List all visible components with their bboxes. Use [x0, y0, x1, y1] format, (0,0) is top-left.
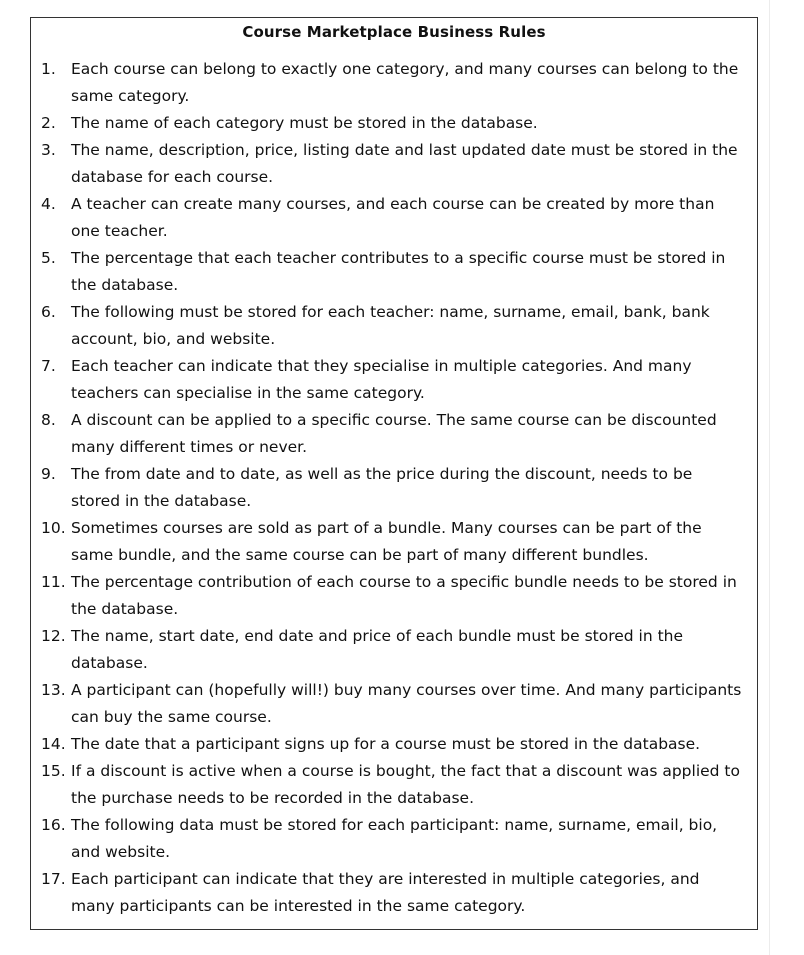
rule-item [41, 461, 745, 515]
rule-text: A discount can be applied to a specific course. The same course can be discounted many different times or never. [71, 411, 717, 456]
rule-number: 13. [41, 681, 66, 699]
rule-number: 4. [41, 195, 56, 213]
rule-text: A teacher can create many courses, and each course can be created by more than one teacher. [71, 195, 715, 240]
rule-text: A participant can (hopefully will!) buy many courses over time. And many participants can buy the same course. [71, 681, 742, 726]
rule-item [41, 515, 745, 569]
rule-item [41, 299, 745, 353]
rule-text: Each participant can indicate that they are interested in multiple categories, and many participants can be interested in the same category. [71, 870, 700, 915]
rule-text: The date that a participant signs up for a course must be stored in the database. [71, 735, 701, 753]
rule-number: 7. [41, 357, 56, 375]
rule-text: The name, description, price, listing date and last updated date must be stored in the database for each course. [71, 141, 738, 186]
rule-item [41, 677, 745, 731]
rule-item [41, 56, 745, 110]
rule-text: If a discount is active when a course is bought, the fact that a discount was applied to the purchase needs to be recorded in the database. [71, 762, 740, 807]
rule-text: The following data must be stored for each participant: name, surname, email, bio, and website. [71, 816, 718, 861]
rule-text: The name, start date, end date and price of each bundle must be stored in the database. [71, 627, 684, 672]
rule-text: The percentage contribution of each course to a specific bundle needs to be stored in the database. [71, 573, 737, 618]
rule-number: 1. [41, 60, 56, 78]
rule-text: Sometimes courses are sold as part of a bundle. Many courses can be part of the same bundle, and the same course can be part of many different bundles. [71, 519, 702, 564]
rules-frame [30, 17, 758, 930]
rule-text: The from date and to date, as well as the price during the discount, needs to be stored in the database. [71, 465, 693, 510]
rule-text: Each teacher can indicate that they specialise in multiple categories. And many teachers can specialise in the same category. [71, 357, 692, 402]
rule-item [41, 569, 745, 623]
rule-number: 14. [41, 735, 66, 753]
rule-number: 16. [41, 816, 66, 834]
rule-number: 8. [41, 411, 56, 429]
rule-number: 3. [41, 141, 56, 159]
rule-item [41, 245, 745, 299]
rule-number: 9. [41, 465, 56, 483]
rule-item [41, 758, 745, 812]
rule-item [41, 191, 745, 245]
rule-number: 5. [41, 249, 56, 267]
rule-number: 11. [41, 573, 66, 591]
rule-text: Each course can belong to exactly one category, and many courses can belong to the same category. [71, 60, 739, 105]
rule-text: The name of each category must be stored in the database. [71, 114, 538, 132]
rules-list [41, 56, 745, 920]
document-title: Course Marketplace Business Rules [242, 23, 546, 41]
rule-number: 2. [41, 114, 56, 132]
rule-item [41, 407, 745, 461]
page-edge-divider [769, 0, 770, 955]
rule-number: 17. [41, 870, 66, 888]
rule-item [41, 866, 745, 920]
rule-item [41, 353, 745, 407]
rule-number: 12. [41, 627, 66, 645]
rule-number: 15. [41, 762, 66, 780]
rule-item [41, 812, 745, 866]
rule-number: 6. [41, 303, 56, 321]
rule-text: The percentage that each teacher contributes to a specific course must be stored in the database. [71, 249, 726, 294]
rule-item [41, 731, 745, 758]
rule-item [41, 110, 745, 137]
rule-item [41, 137, 745, 191]
rule-number: 10. [41, 519, 66, 537]
rule-item [41, 623, 745, 677]
rule-text: The following must be stored for each teacher: name, surname, email, bank, bank account, bio, and website. [71, 303, 710, 348]
